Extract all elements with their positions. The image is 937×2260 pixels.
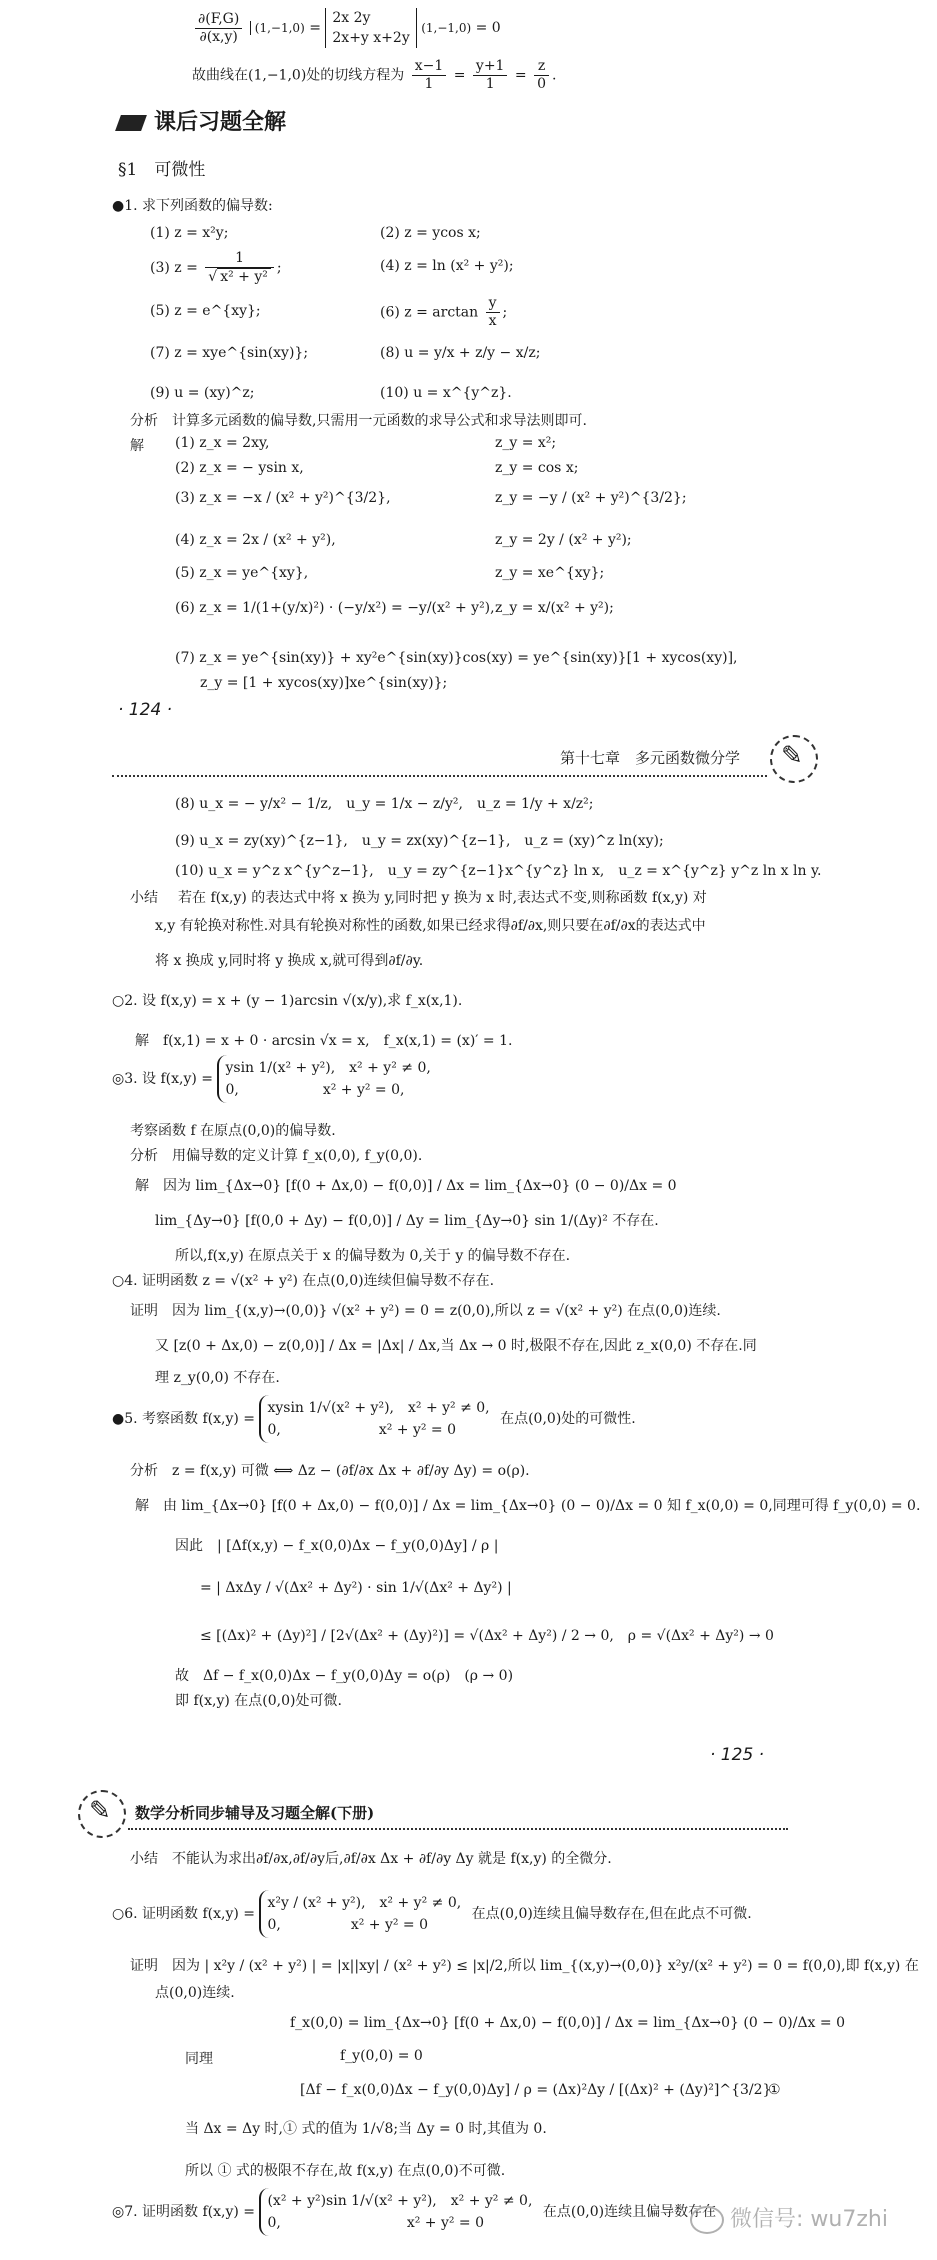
q3-solution-2: lim_{Δy→0} [f(0,0 + Δy) − f(0,0)] / Δy = lim_{Δy→0} sin 1/(Δy)² 不存在. [155,1213,659,1229]
q5-solution-3: = | ΔxΔy / √(Δx² + Δy²) · sin 1/√(Δx² + Δy²) | [200,1580,512,1596]
q3-piecewise: ysin 1/(x² + y²), x² + y² ≠ 0, 0, x² + y² = 0, [217,1055,436,1103]
q7-piecewise: (x² + y²)sin 1/√(x² + y²), x² + y² ≠ 0, 0, x² + y² = 0 [259,2188,538,2236]
page-number-124: · 124 · [118,700,173,720]
q4-proof-3: 理 z_y(0,0) 不存在. [155,1370,280,1386]
q5-solution-6: 即 f(x,y) 在点(0,0)处可微. [175,1693,342,1709]
sol-9: (9) u_x = zy(xy)^{z−1}, u_y = zx(xy)^{z−1}, u_z = (xy)^z ln(xy); [175,833,664,849]
sol-5-zy: z_y = xe^{xy}; [495,565,605,581]
q6-same: 同理 [185,2051,213,2067]
question-5: ●5. 考察函数 f(x,y) = xysin 1/√(x² + y²), x² + y² ≠ 0, 0, x² + y² = 0 在点(0,0)处的可微性. [112,1395,636,1443]
q6-proof-7: 所以 ① 式的极限不存在,故 f(x,y) 在点(0,0)不可微. [185,2163,506,2179]
jacobian-line: $\frac{\partial(F,G)}{\partial(x,y)}$ (1,−1,0) = 2x 2y 2x+y x+2y (1,−1,0) = 0 [192,8,501,48]
q1-solution-label: 解 [130,438,144,454]
q5-solution-2: 因此 | [Δf(x,y) − f_x(0,0)Δx − f_y(0,0)Δy] / ρ | [175,1538,499,1554]
q6-piecewise: x²y / (x² + y²), x² + y² ≠ 0, 0, x² + y² = 0 [259,1890,467,1938]
wechat-watermark: 微信号: wu7zhi [690,2202,888,2234]
summary-line-3: 将 x 换成 y,同时将 y 换成 x,就可得到∂f/∂y. [155,953,424,969]
question-6: ○6. 证明函数 f(x,y) = x²y / (x² + y²), x² + y² ≠ 0, 0, x² + y² = 0 在点(0,0)连续且偏导数存在,但在此点不可微. [112,1890,752,1938]
q1-item-2: (2) z = ycos x; [380,225,481,241]
question-3: ◎3. 设 f(x,y) = ysin 1/(x² + y²), x² + y² ≠ 0, 0, x² + y² = 0, [112,1055,437,1103]
q1-item-3: (3) z = 1 √ x² + y² ; [150,250,282,286]
sol-1-zx: (1) z_x = 2xy, [175,435,270,451]
q6-proof-3: f_x(0,0) = lim_{Δx→0} [f(0 + Δx,0) − f(0,0)] / Δx = lim_{Δx→0} (0 − 0)/Δx = 0 [290,2015,845,2031]
page-125 [0,735,937,1785]
determinant: 2x 2y 2x+y x+2y [325,8,416,48]
q6-proof-4: f_y(0,0) = 0 [340,2048,423,2064]
summary-2: 小结 不能认为求出∂f/∂x,∂f/∂y后,∂f/∂x Δx + ∂f/∂y Δy 就是 f(x,y) 的全微分. [130,1851,612,1867]
sol-7-line2: z_y = [1 + xycos(xy)]xe^{sin(xy)}; [200,675,448,691]
q3-analysis: 分析 用偏导数的定义计算 f_x(0,0), f_y(0,0). [130,1148,423,1164]
q5-analysis: 分析 z = f(x,y) 可微 ⟺ Δz − (∂f/∂x Δx + ∂f/∂y Δy) = o(ρ). [130,1463,530,1479]
q3-text: 考察函数 f 在原点(0,0)的偏导数. [130,1123,336,1139]
book-title: 数学分析同步辅导及习题全解(下册) [135,1804,375,1822]
q5-piecewise: xysin 1/√(x² + y²), x² + y² ≠ 0, 0, x² + y² = 0 [259,1395,495,1443]
page-number-125: · 125 · [710,1745,765,1765]
q1-item-7: (7) z = xye^{sin(xy)}; [150,345,309,361]
q6-proof-5: [Δf − f_x(0,0)Δx − f_y(0,0)Δy] / ρ = (Δx)²Δy / [(Δx)² + (Δy)²]^{3/2} [300,2082,772,2098]
q1-item-4: (4) z = ln (x² + y²); [380,258,514,274]
question-1: ●1. 求下列函数的偏导数: [112,198,273,214]
chapter-title: 第十七章 多元函数微分学 [560,749,741,767]
book-logo-icon [78,1790,126,1838]
sol-6-zy: z_y = x/(x² + y²); [495,600,614,616]
sol-7-line1: (7) z_x = ye^{sin(xy)} + xy²e^{sin(xy)}cos(xy) = ye^{sin(xy)}[1 + xycos(xy)], [175,650,738,666]
sol-4-zx: (4) z_x = 2x / (x² + y²), [175,532,336,548]
section-header: 课后习题全解 [118,105,286,136]
q4-proof-1: 证明 因为 lim_{(x,y)→(0,0)} √(x² + y²) = 0 = z(0,0),所以 z = √(x² + y²) 在点(0,0)连续. [130,1303,721,1319]
det-result: = 0 [475,20,501,36]
summary-label: 小结 [130,890,158,906]
sol-3-zy: z_y = −y / (x² + y²)^{3/2}; [495,490,687,506]
q6-proof-2: 点(0,0)连续. [155,1985,235,2001]
det-point: (1,−1,0) [421,21,472,35]
header-divider [112,775,767,777]
q5-solution-5: 故 Δf − f_x(0,0)Δx − f_y(0,0)Δy = o(ρ) (ρ → 0) [175,1668,514,1684]
q1-item-8: (8) u = y/x + z/y − x/z; [380,345,541,361]
q3-solution-1: 解 因为 lim_{Δx→0} [f(0 + Δx,0) − f(0,0)] / Δx = lim_{Δx→0} (0 − 0)/Δx = 0 [135,1178,677,1194]
chapter-logo-icon [770,735,818,783]
wechat-icon [690,2206,724,2234]
jacobian-point: (1,−1,0) [250,21,305,35]
q6-proof-1: 证明 因为 | x²y / (x² + y²) | = |x||xy| / (x² + y²) ≤ |x|/2,所以 lim_{(x,y)→(0,0)} x²y/(x² + y²) = 0 = f(0,0),即 f(x,y) 在 [130,1958,919,1974]
header-divider-2 [128,1828,788,1830]
question-2: ○2. 设 f(x,y) = x + (y − 1)arcsin √(x/y),求 f_x(x,1). [112,993,463,1009]
sol-8: (8) u_x = − y/x² − 1/z, u_y = 1/x − z/y², u_z = 1/y + x/z²; [175,796,594,812]
question-4: ○4. 证明函数 z = √(x² + y²) 在点(0,0)连续但偏导数不存在. [112,1273,495,1289]
q6-equation-marker: ① [768,2082,781,2098]
sol-1-zy: z_y = x²; [495,435,557,451]
q4-proof-2: 又 [z(0 + Δx,0) − z(0,0)] / Δx = |Δx| / Δx,当 Δx → 0 时,极限不存在,因此 z_x(0,0) 不存在.同 [155,1338,757,1354]
q5-solution-4: ≤ [(Δx)² + (Δy)²] / [2√(Δx² + (Δy)²)] = √(Δx² + Δy²) / 2 → 0, ρ = √(Δx² + Δy²) → 0 [200,1628,774,1644]
q1-item-9: (9) u = (xy)^z; [150,385,255,401]
sol-3-zx: (3) z_x = −x / (x² + y²)^{3/2}, [175,490,391,506]
page-126 [0,1790,937,2260]
sol-4-zy: z_y = 2y / (x² + y²); [495,532,632,548]
q3-solution-3: 所以,f(x,y) 在原点关于 x 的偏导数为 0,关于 y 的偏导数不存在. [175,1248,571,1264]
sol-5-zx: (5) z_x = ye^{xy}, [175,565,309,581]
jacobian-fraction: $\frac{\partial(F,G)}{\partial(x,y)}$ [195,11,242,46]
sol-6-zx: (6) z_x = 1/(1+(y/x)²) · (−y/x²) = −y/(x² + y²), [175,600,495,616]
question-7: ◎7. 证明函数 f(x,y) = (x² + y²)sin 1/√(x² + y²), x² + y² ≠ 0, 0, x² + y² = 0 在点(0,0)连续且偏导数存在 [112,2188,716,2236]
q1-analysis: 分析 计算多元函数的偏导数,只需用一元函数的求导公式和求导法则即可. [130,413,587,429]
summary-line-1: 若在 f(x,y) 的表达式中将 x 换为 y,同时把 y 换为 x 时,表达式不变,则称函数 f(x,y) 对 [178,890,707,906]
q5-solution-1: 解 由 lim_{Δx→0} [f(0 + Δx,0) − f(0,0)] / Δx = lim_{Δx→0} (0 − 0)/Δx = 0 知 f_x(0,0) = 0,同理可得 f_y(0,0) = 0. [135,1498,921,1514]
sol-10: (10) u_x = y^z x^{y^z−1}, u_y = zy^{z−1}x^{y^z} ln x, u_z = x^{y^z} y^z ln x ln y. [175,863,822,879]
section-title: §1 可微性 [118,160,206,180]
q1-item-5: (5) z = e^{xy}; [150,303,261,319]
sol-2-zx: (2) z_x = − ysin x, [175,460,304,476]
q1-item-1: (1) z = x²y; [150,225,229,241]
q1-item-10: (10) u = x^{y^z}. [380,385,512,401]
book-icon [115,115,147,131]
page-124 [0,0,937,720]
tangent-line: 故曲线在(1,−1,0)处的切线方程为 $\frac{x-1}{1}$ = $\frac{y+1}{1}$ = $\frac{z}{0}$ . [192,58,557,92]
q2-solution: 解 f(x,1) = x + 0 · arcsin √x = x, f_x(x,1) = (x)′ = 1. [135,1033,513,1049]
q6-proof-6: 当 Δx = Δy 时,① 式的值为 1/√8;当 Δy = 0 时,其值为 0. [185,2121,547,2137]
q1-item-6: (6) z = arctan $\frac{y}{x}$ ; [380,295,508,329]
sol-2-zy: z_y = cos x; [495,460,579,476]
summary-line-2: x,y 有轮换对称性.对具有轮换对称性的函数,如果已经求得∂f/∂x,则只要在∂f/∂x的表达式中 [155,918,706,934]
